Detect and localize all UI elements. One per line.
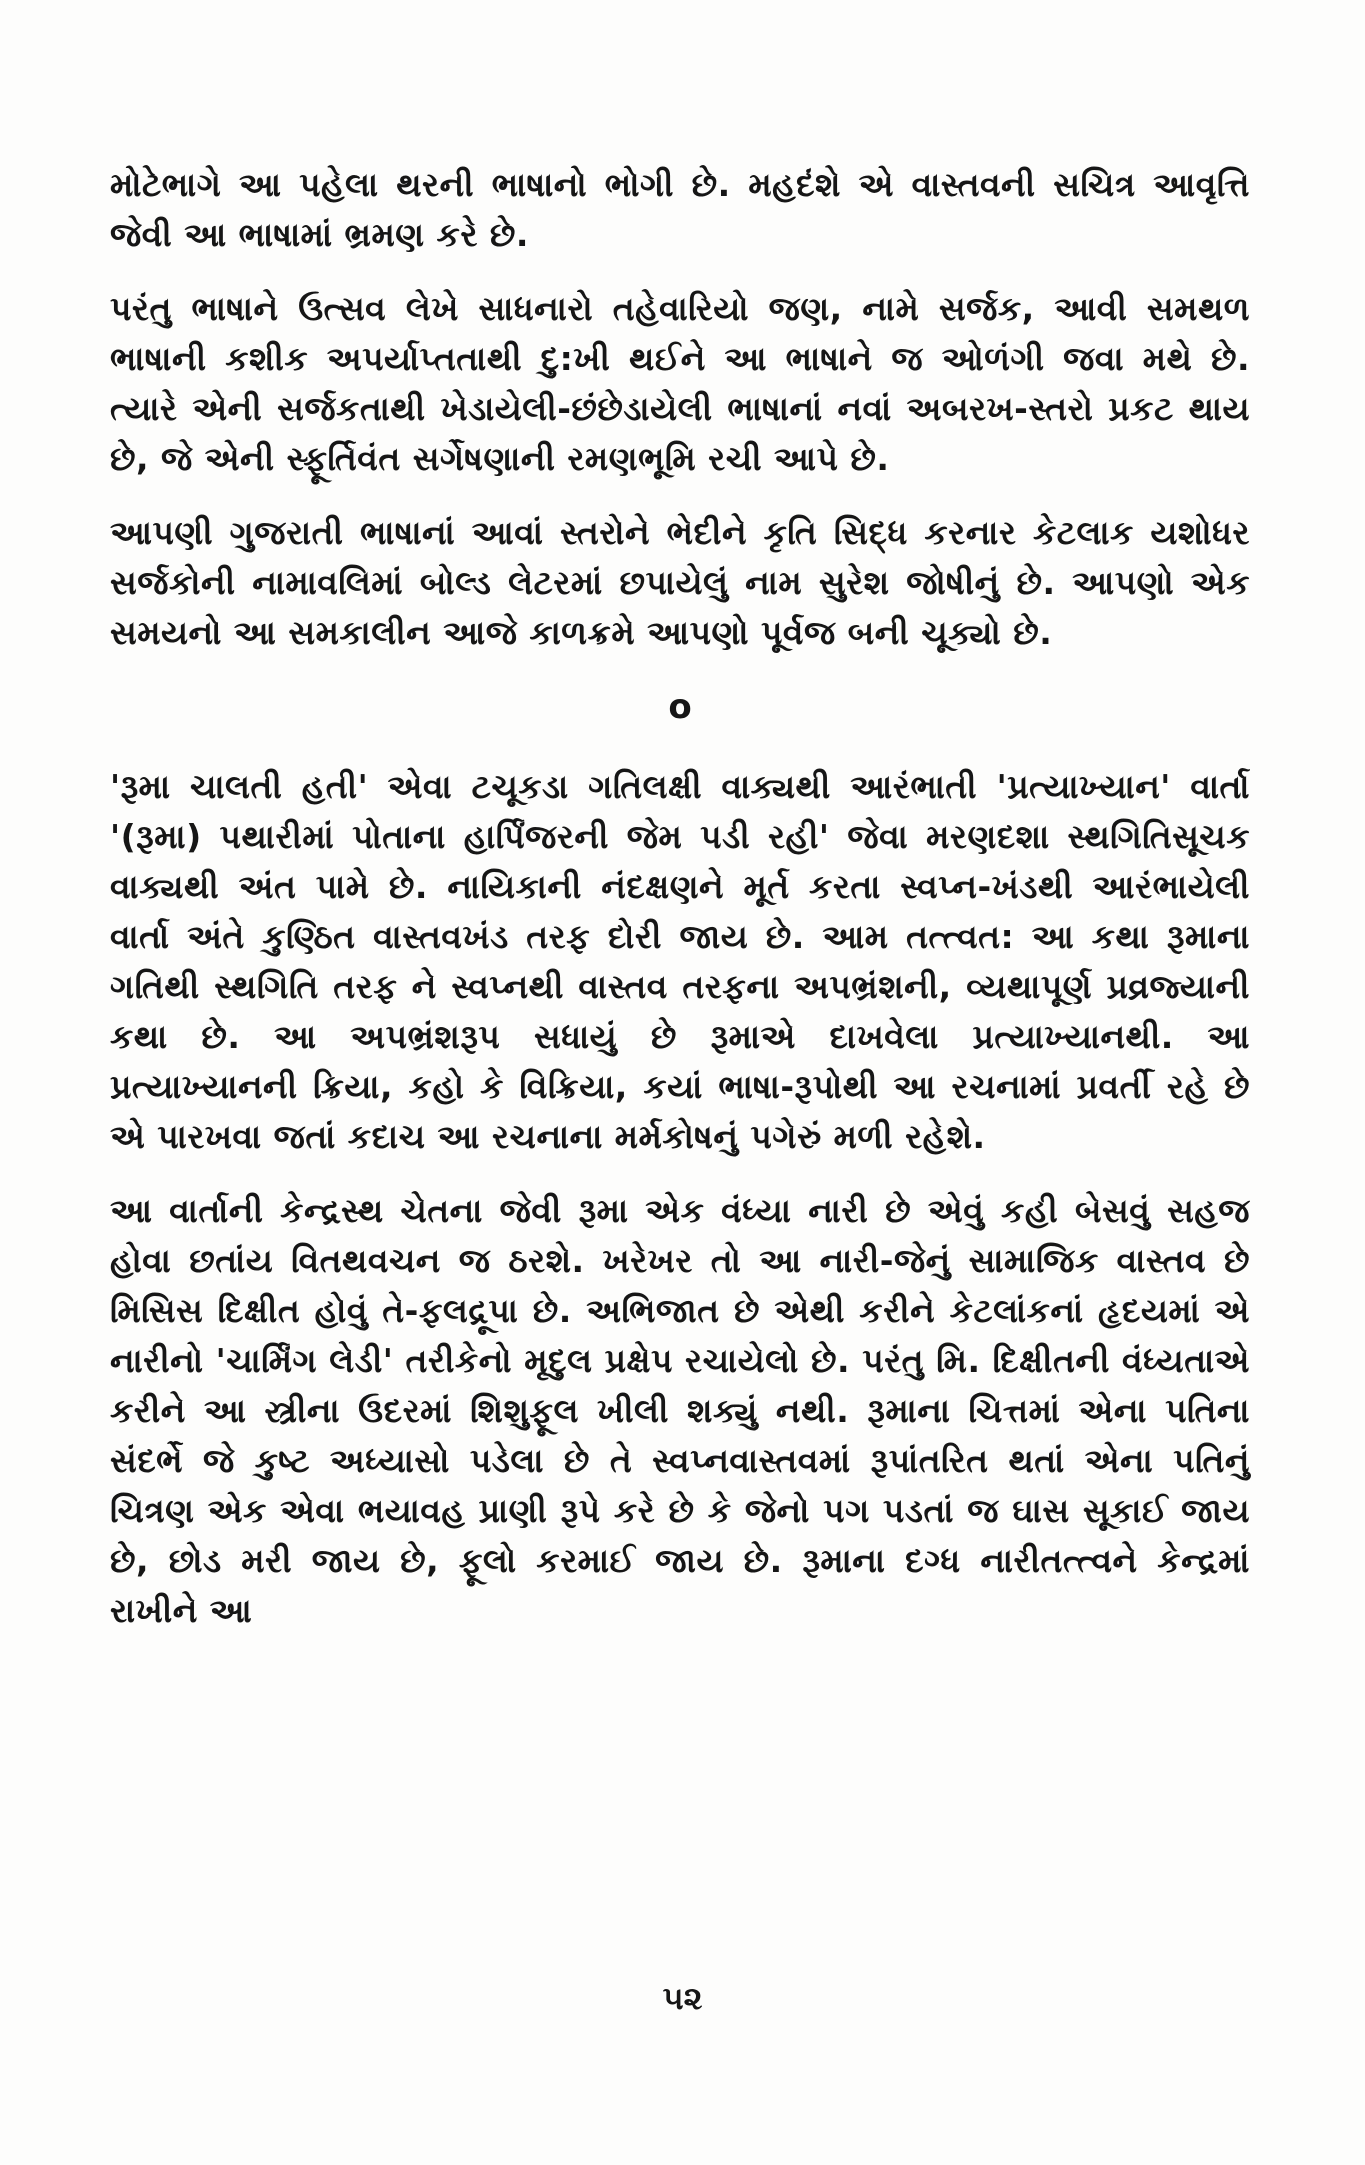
paragraph-4: 'રૂમા ચાલતી હતી' એવા ટચૂકડા ગતિલક્ષી વાક્યથી આરંભાતી 'પ્રત્યાખ્યાન' વાર્તા '(રૂમા) પથારીમાં પોતાના હાર્પિંજરની જેમ પડી રહી' જેવા મરણદશા સ્થગિતિસૂચક વાક્યથી અંત પામે છે. નાયિકાની નંદક્ષણને મૂર્ત કરતા સ્વપ્ન-ખંડથી આરંભાયેલી વાર્તા અંતે કુણ્ઠિત વાસ્તવખંડ તરફ દોરી જાય છે. આમ તત્ત્વત: આ કથા રૂમાના ગતિથી સ્થગિતિ તરફ ને સ્વપ્નથી વાસ્તવ તરફના અપભ્રંશની, વ્યથાપૂર્ણ પ્રવ્રજ્યાની કથા છે. આ અપભ્રંશરૂપ સધાયું છે રૂમાએ દાખવેલા પ્રત્યાખ્યાનથી. આ પ્રત્યાખ્યાનની ક્રિયા, કહો કે વિક્રિયા, કયાં ભાષા-રૂપોથી આ રચનામાં પ્રવર્તી રહે છે એ પારખવા જતાં કદાચ આ રચનાના મર્મકોષનું પગેરું મળી રહેશે.	[110, 767, 1250, 1156]
page-number: ૫૨	[662, 1979, 703, 2017]
paragraph-3: આપણી ગુજરાતી ભાષાનાં આવાં સ્તરોને ભેદીને કૃતિ સિદ્ધ કરનાર કેટલાક યશોધર સર્જકોની નામાવલિમાં બોલ્ડ લેટરમાં છપાયેલું નામ સુરેશ જોષીનું છે. આપણો એક સમયનો આ સમકાલીન આજે કાળક્રમે આપણો પૂર્વજ બની ચૂક્યો છે.	[110, 513, 1250, 652]
page-body	[110, 160, 1250, 1660]
paragraph-5: આ વાર્તાની કેન્દ્રસ્થ ચેતના જેવી રૂમા એક વંધ્યા નારી છે એવું કહી બેસવું સહજ હોવા છતાંય વિતથવચન જ ઠરશે. ખરેખર તો આ નારી-જેનું સામાજિક વાસ્તવ છે મિસિસ દિક્ષીત હોવું તે-ફલદ્રૂપા છે. અભિજાત છે એથી કરીને કેટલાંકનાં હૃદયમાં એ નારીનો 'ચાર્મિંગ લેડી' તરીકેનો મૃદુલ પ્રક્ષેપ રચાયેલો છે. પરંતુ મિ. દિક્ષીતની વંધ્યતાએ કરીને આ સ્ત્રીના ઉદરમાં શિશુફૂલ ખીલી શક્યું નથી. રૂમાના ચિત્તમાં એના પતિના સંદર્ભે જે કુષ્ટ અધ્યાસો પડેલા છે તે સ્વપ્નવાસ્તવમાં રૂપાંતરિત થતાં એના પતિનું ચિત્રણ એક એવા ભયાવહ પ્રાણી રૂપે કરે છે કે જેનો પગ પડતાં જ ઘાસ સૂકાઈ જાય છે, છોડ મરી જાય છે, ફૂલો કરમાઈ જાય છે. રૂમાના દગ્ધ નારીતત્ત્વને કેન્દ્રમાં રાખીને આ	[110, 1191, 1250, 1630]
paragraph-1: મોટેભાગે આ પહેલા થરની ભાષાનો ભોગી છે. મહદંશે એ વાસ્તવની સચિત્ર આવૃત્તિ જેવી આ ભાષામાં ભ્રમણ કરે છે.	[110, 165, 1250, 254]
section-separator: o	[668, 687, 692, 727]
paragraph-2: પરંતુ ભાષાને ઉત્સવ લેખે સાધનારો તહેવારિયો જણ, નામે સર્જક, આવી સમથળ ભાષાની કશીક અપર્યાપ્તતાથી દુ:ખી થઈને આ ભાષાને જ ઓળંગી જવા મથે છે. ત્યારે એની સર્જકતાથી ખેડાયેલી-છંછેડાયેલી ભાષાનાં નવાં અબરખ-સ્તરો પ્રકટ થાય છે, જે એની સ્ફૂર્તિવંત સર્ગેષણાની રમણભૂમિ રચી આપે છે.	[110, 289, 1250, 478]
